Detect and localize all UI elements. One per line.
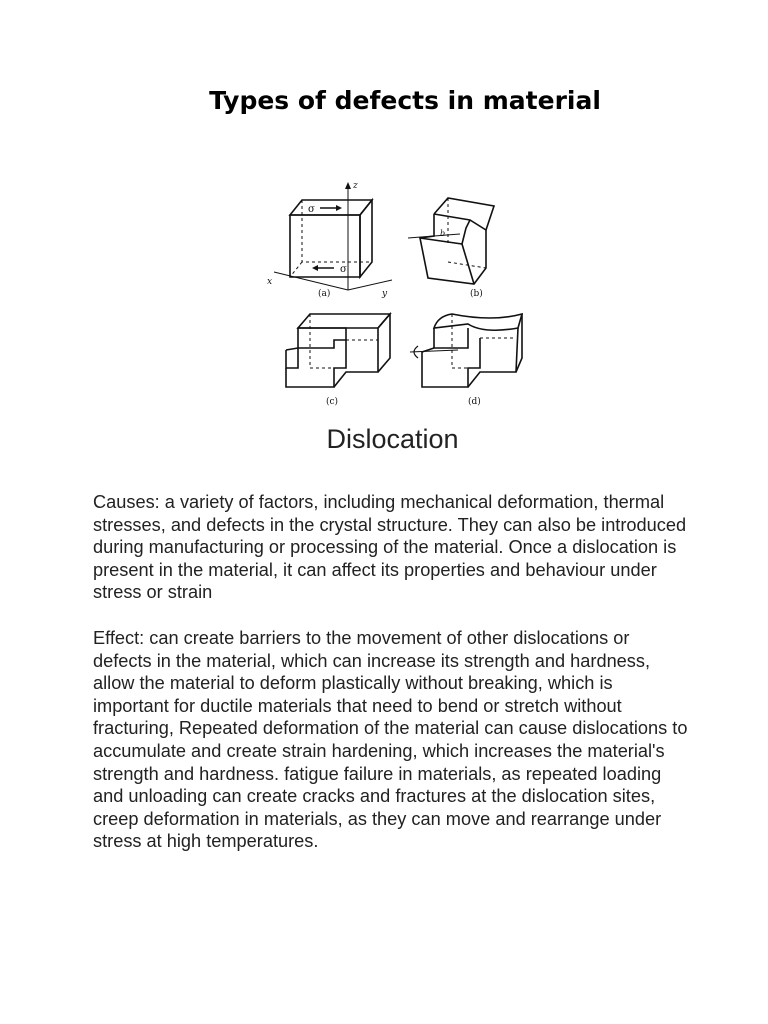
panel-b-cube	[420, 198, 494, 284]
axis-x-label: x	[267, 277, 273, 287]
panel-b-label: (b)	[470, 289, 483, 299]
axis-y-label: y	[382, 289, 388, 299]
sigma-bottom-label: σ	[340, 264, 347, 275]
sigma-bottom-arrow-icon	[312, 265, 318, 271]
panel-c-block	[286, 314, 390, 387]
dislocation-figure	[252, 172, 542, 417]
page-title: Types of defects in material	[209, 86, 601, 115]
effect-paragraph: Effect: can create barriers to the movement of other dislocations or defects in the material, which can increase its strength and hardness, allow the material to deform plastically without breaking, which is important for ductile materials that need to bend or stretch without fracturing, Repeated deformation of the material can cause dislocations to accumulate and create strain hardening, which increases the material's strength and hardness. fatigue failure in materials, as repeated loading and unloading can create cracks and fractures at the dislocation sites, creep deformation in materials, as they can move and rearrange under stress at high temperatures.	[93, 628, 688, 852]
panel-a-stress-arrows	[316, 208, 338, 268]
sigma-top-arrow-icon	[336, 205, 342, 211]
causes-paragraph: Causes: a variety of factors, including mechanical deformation, thermal stresses, and defects in the crystal structure. They can also be introduced during manufacturing or processing of the material. Once a dislocation is present in the material, it can affect its properties and behaviour under stress or strain	[93, 492, 687, 603]
panel-d-label: (d)	[468, 397, 481, 407]
panel-c-label: (c)	[326, 397, 339, 407]
figure-caption: Dislocation	[326, 424, 459, 454]
z-axis-arrow-icon	[345, 182, 351, 189]
panel-a-axes	[274, 186, 392, 290]
sigma-top-label: σ	[308, 204, 315, 215]
panel-a-label: (a)	[318, 289, 331, 299]
panel-a-cube	[290, 200, 372, 277]
axis-z-label: z	[353, 181, 358, 191]
burgers-vector-label: b	[440, 229, 446, 238]
